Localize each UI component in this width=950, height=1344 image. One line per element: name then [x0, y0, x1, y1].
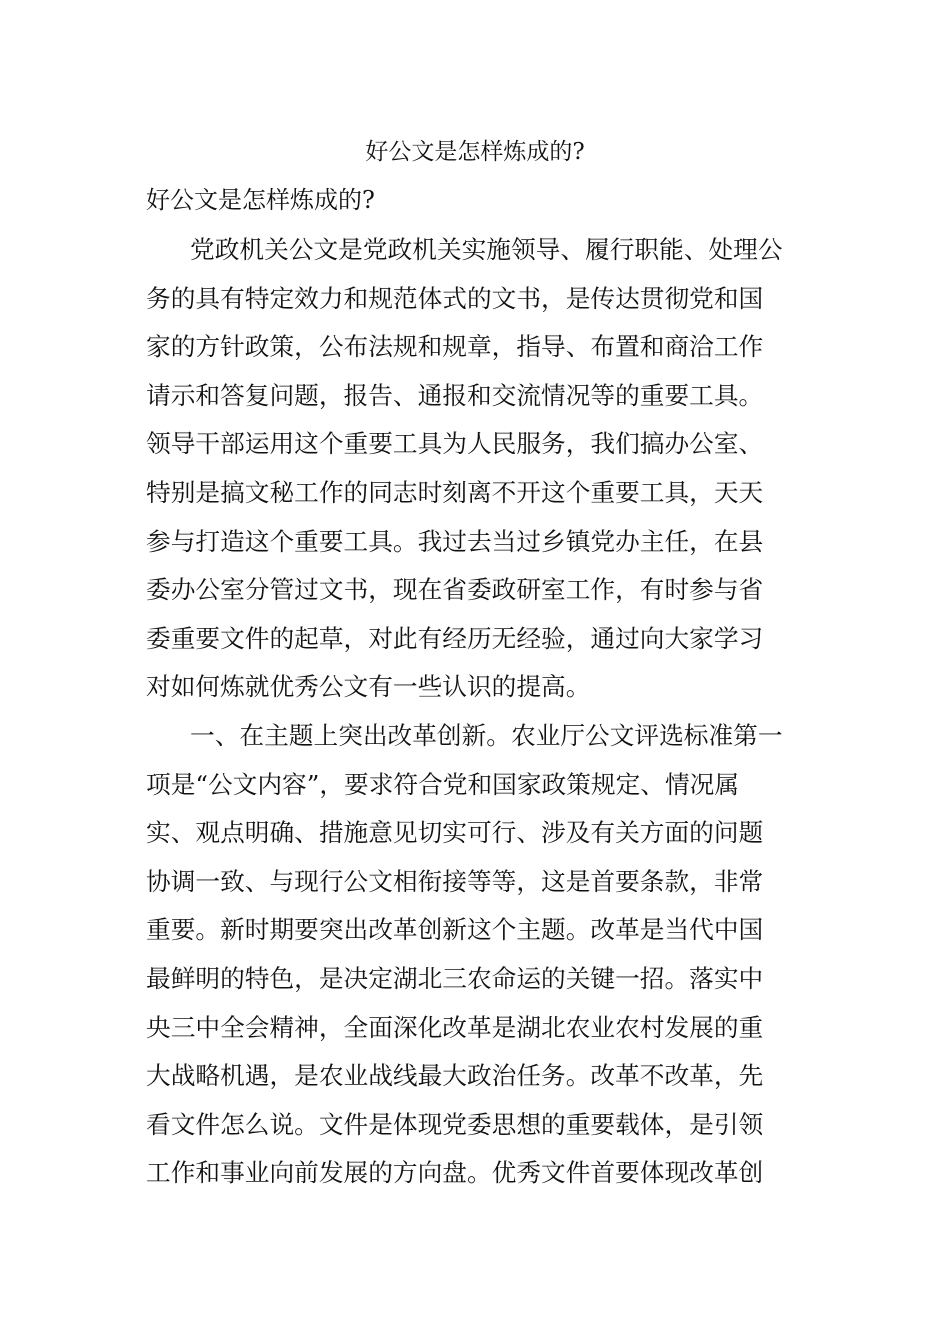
document-body: [146, 232, 806, 1204]
text-line: 央三中全会精神，全面深化改革是湖北农业农村发展的重: [146, 1012, 764, 1042]
text-line: 参与打造这个重要工具。我过去当过乡镇党办主任，在县: [146, 526, 764, 556]
text-line: 最鲜明的特色，是决定湖北三农命运的关键一招。落实中: [146, 963, 764, 993]
text-line: 委办公室分管过文书，现在省委政研室工作，有时参与省: [146, 575, 764, 605]
text-line: 协调一致、与现行公文相衔接等等，这是首要条款，非常: [146, 866, 764, 896]
text-line: 工作和事业向前发展的方向盘。优秀文件首要体现改革创: [146, 1158, 764, 1188]
document-subtitle: 好公文是怎样炼成的?: [146, 186, 375, 214]
text-line: 务的具有特定效力和规范体式的文书，是传达贯彻党和国: [146, 283, 764, 313]
paragraph-first-line: 党政机关公文是党政机关实施领导、履行职能、处理公: [190, 235, 783, 264]
document-title: 好公文是怎样炼成的?: [365, 139, 585, 165]
paragraph-first-line: 一、在主题上突出改革创新。农业厅公文评选标准第一: [190, 720, 783, 750]
text-line: 大战略机遇，是农业战线最大政治任务。改革不改革，先: [146, 1061, 764, 1091]
text-line: 委重要文件的起草，对此有经历无经验，通过向大家学习: [146, 623, 764, 653]
text-line: 项是“公文内容”，要求符合党和国家政策规定、情况属: [146, 769, 740, 799]
text-line: 看文件怎么说。文件是体现党委思想的重要载体，是引领: [146, 1109, 764, 1139]
text-line: 请示和答复问题，报告、通报和交流情况等的重要工具。: [146, 380, 764, 410]
text-line: 重要。新时期要突出改革创新这个主题。改革是当代中国: [146, 915, 764, 945]
text-line: 特别是搞文秘工作的同志时刻离不开这个重要工具，天天: [146, 477, 764, 507]
text-line: 家的方针政策，公布法规和规章，指导、布置和商洽工作: [146, 332, 764, 362]
text-line: 实、观点明确、措施意见切实可行、涉及有关方面的问题: [146, 818, 764, 848]
text-line: 领导干部运用这个重要工具为人民服务，我们搞办公室、: [146, 429, 764, 459]
text-line: 对如何炼就优秀公文有一些认识的提高。: [146, 672, 591, 702]
